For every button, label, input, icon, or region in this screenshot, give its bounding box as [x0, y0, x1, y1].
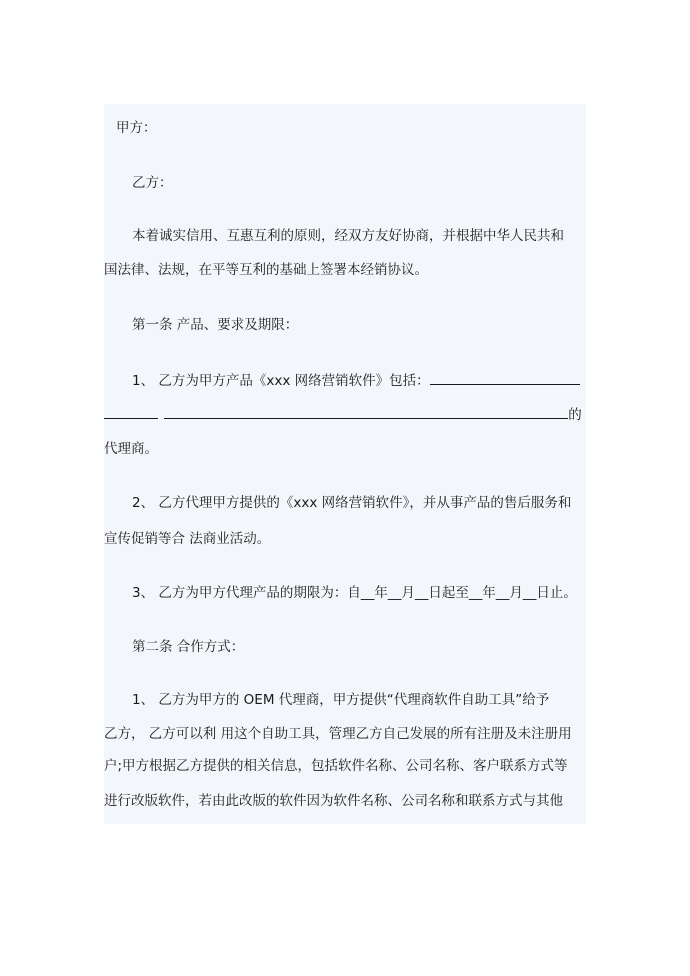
party-b-label: 乙方：: [132, 175, 173, 191]
intro-paragraph-line2: 国法律、法规，在平等互利的基础上签署本经销协议。: [104, 262, 428, 278]
clause1-1-line3: 代理商。: [104, 441, 158, 457]
clause1-1-line1: [132, 370, 614, 391]
article2-title: 第二条 合作方式：: [132, 639, 245, 655]
clause1-1-line2: [104, 404, 586, 425]
fill-in-blank: [430, 370, 580, 385]
clause1-1-suffix: 的: [568, 407, 582, 423]
clause1-2-line1: 2、 乙方代理甲方提供的《xxx 网络营销软件》，并从事产品的售后服务和: [132, 495, 572, 511]
clause1-2-line2: 宣传促销等合 法商业活动。: [104, 531, 271, 547]
clause1-1-text: 1、 乙方为甲方产品《xxx 网络营销软件》包括：: [132, 373, 430, 389]
intro-paragraph-line1: 本着诚实信用、互惠互利的原则，经双方友好协商，并根据中华人民共和: [132, 228, 564, 244]
document-page: [104, 104, 586, 824]
clause2-1-line4: 进行改版软件，若由此改版的软件因为软件名称、公司名称和联系方式与其他: [104, 793, 563, 809]
clause1-3: 3、 乙方为甲方代理产品的期限为：自__年__月__日起至__年__月__日止。: [132, 585, 577, 601]
fill-in-blank: [104, 404, 158, 419]
fill-in-blank: [164, 404, 568, 419]
clause2-1-line3: 户;甲方根据乙方提供的相关信息，包括软件名称、公司名称、客户联系方式等: [104, 758, 568, 774]
clause2-1-line1: 1、 乙方为甲方的 OEM 代理商，甲方提供“代理商软件自助工具”给予: [132, 692, 550, 708]
article1-title: 第一条 产品、要求及期限：: [132, 317, 299, 333]
clause2-1-line2: 乙方， 乙方可以利 用这个自助工具，管理乙方自己发展的所有注册及未注册用: [104, 726, 572, 742]
party-a-label: 甲方：: [116, 120, 157, 136]
